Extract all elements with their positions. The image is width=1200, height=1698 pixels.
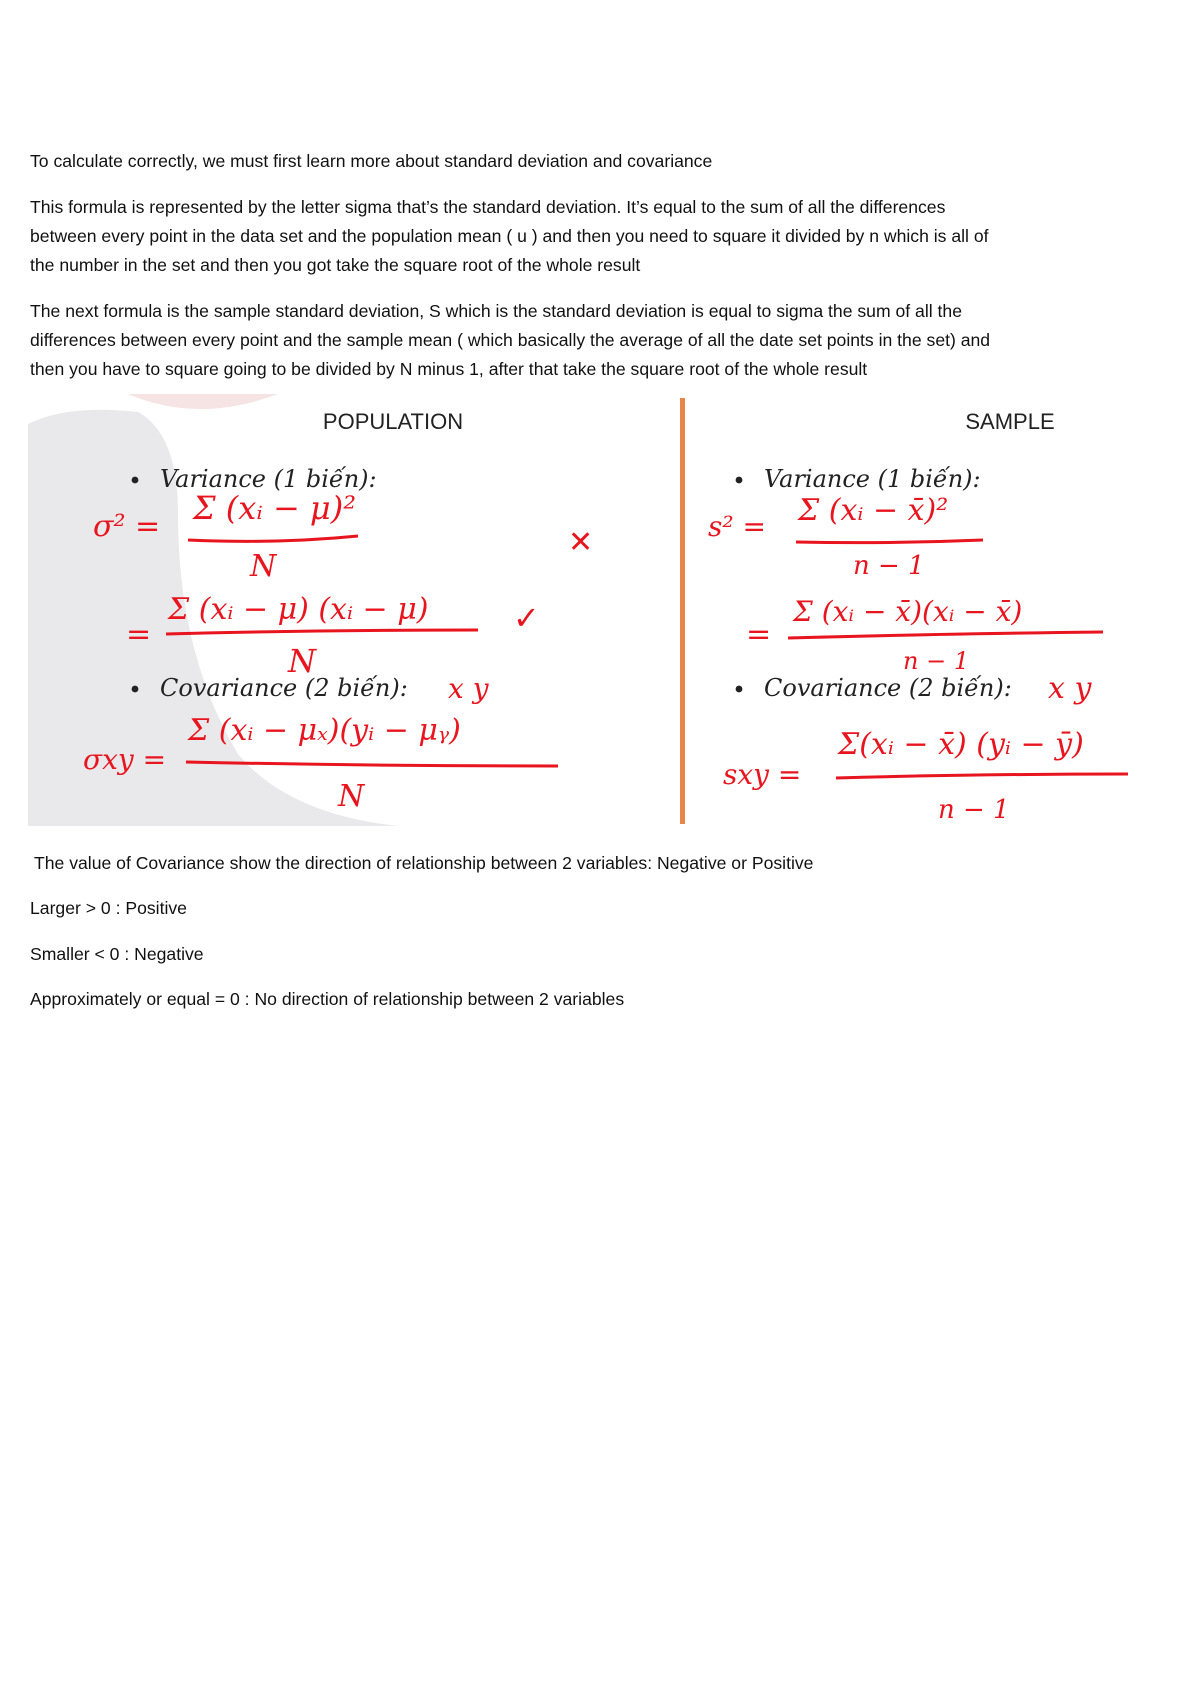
wrong-mark-icon: ✕	[568, 526, 594, 559]
population-covariance-numerator: Σ (xᵢ − μₓ)(yᵢ − μᵧ)	[188, 713, 461, 748]
population-covariance-label: Covariance (2 biến):	[160, 674, 408, 702]
sample-fraction-bar-2	[788, 632, 1103, 638]
covariance-direction-text: The value of Covariance show the direction of relationship between 2 variables: Negative or Positive	[34, 853, 814, 873]
sample-covariance-fraction-bar	[836, 774, 1128, 778]
population-covariance-denominator: N	[338, 779, 365, 814]
sample-heading: SAMPLE	[965, 409, 1055, 434]
larger-text: Larger > 0 : Positive	[30, 898, 187, 918]
sample-variance-label: Variance (1 biến):	[764, 465, 981, 493]
population-variance-denominator-2: N	[288, 642, 316, 680]
sample-covariance-denominator: n − 1	[938, 795, 1010, 825]
population-covariance-vars: x y	[448, 672, 489, 705]
sigma-line-1: This formula is represented by the letter sigma that’s the standard deviation. It’s equal to the sum of all the differences	[30, 197, 946, 217]
sample-covariance-numerator: Σ(xᵢ − x̄) (yᵢ − ȳ)	[838, 727, 1084, 762]
sample-line-1: The next formula is the sample standard deviation, S which is the standard deviation is equal to sigma the sum of all the	[30, 301, 962, 321]
bullet-icon	[736, 477, 743, 484]
population-variance-numerator-1: Σ (xᵢ − μ)²	[193, 489, 357, 527]
population-heading: POPULATION	[322, 409, 464, 434]
sample-variance-denominator-2: n − 1	[903, 647, 970, 675]
formula-figure	[28, 394, 1138, 826]
check-mark-icon: ✓	[513, 600, 540, 636]
bullet-icon	[132, 477, 139, 484]
population-variance-numerator-2: Σ (xᵢ − μ) (xᵢ − μ)	[168, 592, 429, 627]
population-fraction-bar-2	[166, 630, 478, 634]
bullet-icon	[132, 686, 139, 693]
sample-line-2: differences between every point and the sample mean ( which basically the average of all the date set points in the set) and	[30, 330, 991, 350]
sample-variance-lhs: s² =	[708, 510, 766, 543]
population-variance-lhs: σ² =	[93, 509, 161, 544]
population-covariance-lhs: σxy =	[83, 743, 167, 776]
bullet-icon	[736, 686, 743, 693]
population-variance-equals-2: =	[126, 617, 152, 652]
column-divider	[680, 398, 685, 824]
sample-fraction-bar-1	[796, 540, 983, 543]
sample-covariance-label: Covariance (2 biến):	[764, 674, 1012, 702]
population-variance-label: Variance (1 biến):	[160, 465, 377, 493]
population-variance-denominator-1: N	[250, 549, 277, 584]
sample-variance-equals-2: =	[746, 617, 772, 652]
sample-variance-numerator-1: Σ (xᵢ − x̄)²	[798, 493, 949, 528]
sample-covariance-lhs: sxy =	[723, 758, 802, 791]
sigma-line-3: the number in the set and then you got take the square root of the whole result	[30, 255, 641, 275]
background-blob-top	[128, 394, 278, 409]
sample-covariance-vars: x y	[1048, 671, 1092, 706]
sample-variance-denominator-1: n − 1	[853, 551, 925, 581]
sample-variance-numerator-2: Σ (xᵢ − x̄)(xᵢ − x̄)	[793, 595, 1023, 628]
intro-paragraph: To calculate correctly, we must first learn more about standard deviation and covariance	[30, 151, 713, 171]
formula-figure-svg	[28, 394, 1138, 826]
sample-line-3: then you have to square going to be divided by N minus 1, after that take the square root of the whole result	[30, 359, 868, 379]
sigma-line-2: between every point in the data set and the population mean ( u ) and then you need to square it divided by n which is all of	[30, 226, 989, 246]
approx-text: Approximately or equal = 0 : No direction of relationship between 2 variables	[30, 989, 625, 1009]
population-fraction-bar-1	[188, 536, 358, 541]
smaller-text: Smaller < 0 : Negative	[30, 944, 204, 964]
